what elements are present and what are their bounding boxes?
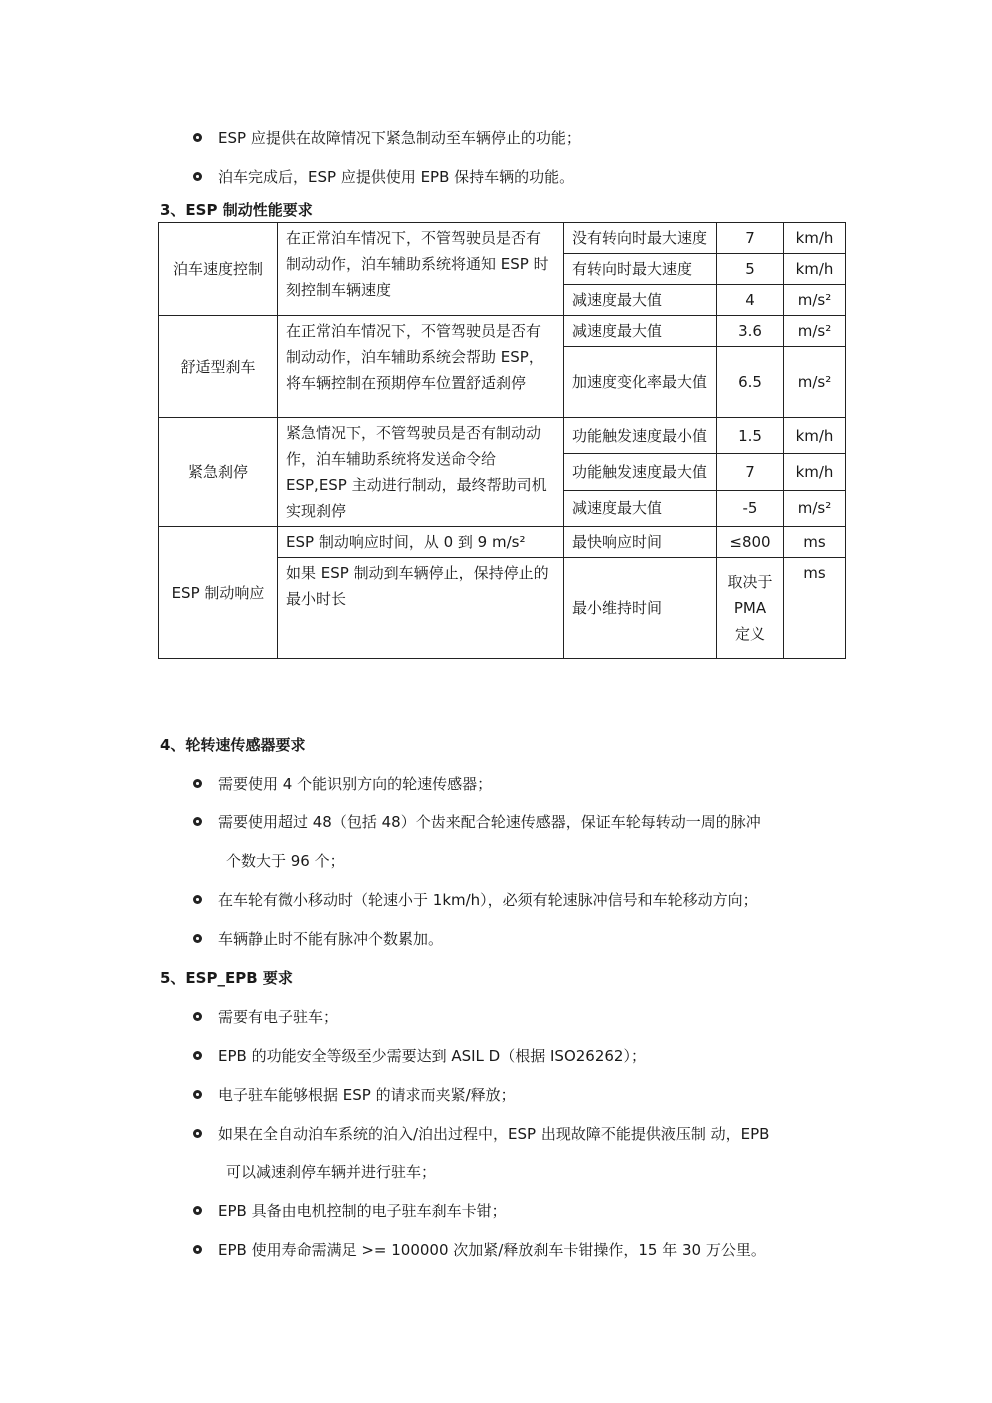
description-cell: ESP 制动响应时间，从 0 到 9 m/s² — [278, 527, 564, 558]
table-row — [159, 223, 846, 254]
bullet-icon — [193, 133, 202, 142]
bullet-icon — [193, 1245, 202, 1254]
bullet-icon — [193, 817, 202, 826]
param-cell: 减速度最大值 — [564, 316, 717, 347]
bullet-text: EPB 具备由电机控制的电子驻车刹车卡钳； — [218, 1202, 507, 1220]
intro-bullet — [193, 167, 574, 187]
unit-cell: m/s² — [784, 490, 846, 526]
param-cell: 有转向时最大速度 — [564, 254, 717, 285]
unit-cell: ms — [784, 558, 846, 659]
bullet-text: 电子驻车能够根据 ESP 的请求而夹紧/释放； — [218, 1086, 516, 1104]
value-cell: 7 — [717, 223, 784, 254]
value-cell: 6.5 — [717, 347, 784, 418]
unit-cell: km/h — [784, 254, 846, 285]
bullet-icon — [193, 895, 202, 904]
bullet-icon — [193, 1051, 202, 1060]
bullet-text: 如果在全自动泊车系统的泊入/泊出过程中，ESP 出现故障不能提供液压制 动，EPB — [218, 1125, 770, 1143]
value-cell: 5 — [717, 254, 784, 285]
bullet-icon — [193, 172, 202, 181]
section-heading-4: 4、轮转速传感器要求 — [160, 736, 306, 754]
list-item — [193, 1124, 769, 1144]
param-cell: 减速度最大值 — [564, 490, 717, 526]
value-cell: 7 — [717, 454, 784, 490]
unit-cell: m/s² — [784, 285, 846, 316]
bullet-text: ESP 应提供在故障情况下紧急制动至车辆停止的功能； — [218, 129, 581, 147]
param-cell: 最小维持时间 — [564, 558, 717, 659]
description-cell: 紧急情况下，不管驾驶员是否有制动动作，泊车辅助系统将发送命令给 ESP,ESP 主动进行制动，最终帮助司机实现刹停 — [278, 418, 564, 527]
param-cell: 减速度最大值 — [564, 285, 717, 316]
unit-cell: m/s² — [784, 347, 846, 418]
esp-brake-performance-table — [158, 222, 846, 659]
value-cell: 4 — [717, 285, 784, 316]
bullet-text: EPB 使用寿命需满足 >= 100000 次加紧/释放刹车卡钳操作，15 年 30 万公里。 — [218, 1241, 766, 1259]
list-item — [193, 1201, 507, 1221]
table-row — [159, 316, 846, 347]
value-cell: -5 — [717, 490, 784, 526]
param-cell: 最快响应时间 — [564, 527, 717, 558]
table-row — [159, 527, 846, 558]
description-cell: 在正常泊车情况下，不管驾驶员是否有制动动作，泊车辅助系统会帮助 ESP，将车辆控制在预期停车位置舒适刹停 — [278, 316, 564, 418]
param-cell: 加速度变化率最大值 — [564, 347, 717, 418]
unit-cell: m/s² — [784, 316, 846, 347]
list-item — [193, 774, 492, 794]
value-cell: 1.5 — [717, 418, 784, 454]
param-cell: 功能触发速度最大值 — [564, 454, 717, 490]
list-item — [193, 1046, 646, 1066]
bullet-text: 需要有电子驻车； — [218, 1008, 339, 1026]
section-heading-3: 3、ESP 制动性能要求 — [160, 201, 313, 219]
description-cell: 如果 ESP 制动到车辆停止，保持停止的最小时长 — [278, 558, 564, 659]
list-item — [193, 1085, 516, 1105]
bullet-text: 车辆静止时不能有脉冲个数累加。 — [218, 930, 444, 948]
list-item — [193, 929, 443, 949]
unit-cell: km/h — [784, 418, 846, 454]
bullet-text: 需要使用 4 个能识别方向的轮速传感器； — [218, 775, 493, 793]
bullet-text: EPB 的功能安全等级至少需要达到 ASIL D（根据 ISO26262）； — [218, 1047, 646, 1065]
list-item — [193, 1007, 338, 1027]
intro-bullet — [193, 128, 581, 148]
category-cell: ESP 制动响应 — [159, 527, 278, 659]
unit-cell: km/h — [784, 454, 846, 490]
bullet-icon — [193, 1012, 202, 1021]
list-item — [193, 890, 758, 910]
unit-cell: km/h — [784, 223, 846, 254]
value-cell: ≤800 — [717, 527, 784, 558]
category-cell: 紧急刹停 — [159, 418, 278, 527]
bullet-icon — [193, 934, 202, 943]
bullet-icon — [193, 1129, 202, 1138]
bullet-continuation: 可以减速刹停车辆并进行驻车； — [226, 1163, 437, 1181]
bullet-continuation: 个数大于 96 个； — [226, 852, 345, 870]
value-cell: 3.6 — [717, 316, 784, 347]
bullet-text: 需要使用超过 48（包括 48）个齿来配合轮速传感器，保证车轮每转动一周的脉冲 — [218, 813, 761, 831]
section-heading-5: 5、ESP_EPB 要求 — [160, 969, 293, 987]
bullet-icon — [193, 779, 202, 788]
param-cell: 功能触发速度最小值 — [564, 418, 717, 454]
bullet-text: 泊车完成后，ESP 应提供使用 EPB 保持车辆的功能。 — [218, 168, 575, 186]
category-cell: 舒适型刹车 — [159, 316, 278, 418]
unit-cell: ms — [784, 527, 846, 558]
bullet-text: 在车轮有微小移动时（轮速小于 1km/h），必须有轮速脉冲信号和车轮移动方向； — [218, 891, 758, 909]
category-cell: 泊车速度控制 — [159, 223, 278, 316]
value-cell: 取决于 PMA 定义 — [717, 558, 784, 659]
list-item — [193, 1240, 766, 1260]
list-item — [193, 812, 761, 832]
param-cell: 没有转向时最大速度 — [564, 223, 717, 254]
table-row — [159, 418, 846, 454]
bullet-icon — [193, 1206, 202, 1215]
description-cell: 在正常泊车情况下，不管驾驶员是否有制动动作，泊车辅助系统将通知 ESP 时刻控制车辆速度 — [278, 223, 564, 316]
bullet-icon — [193, 1090, 202, 1099]
